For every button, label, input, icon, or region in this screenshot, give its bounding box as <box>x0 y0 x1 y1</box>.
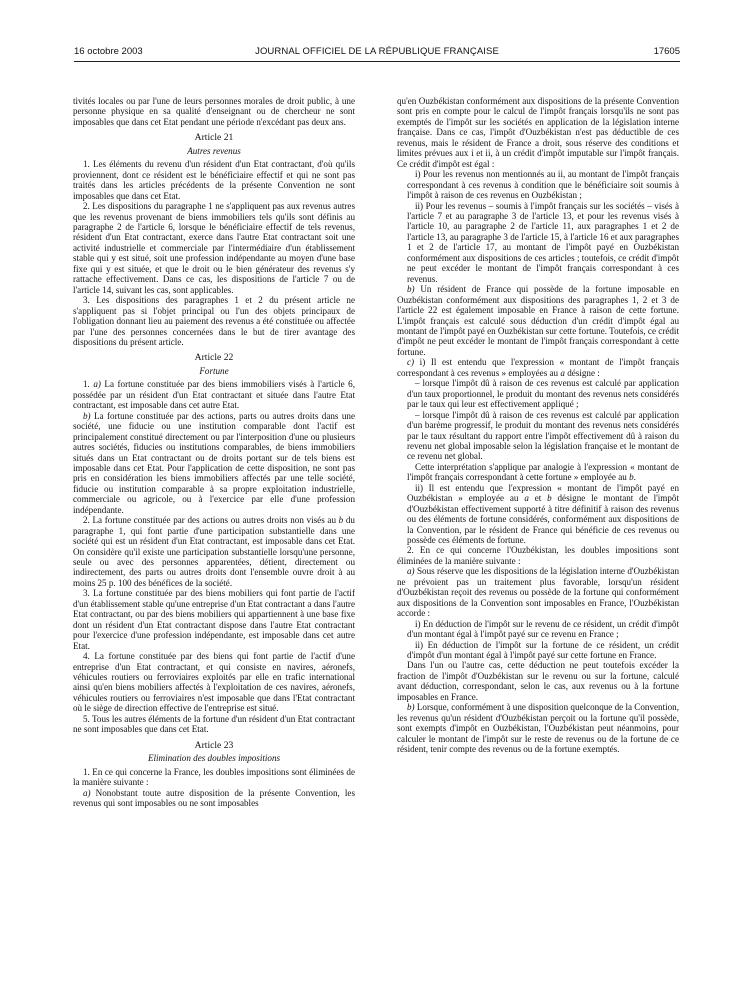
paragraph: i) En déduction de l'impôt sur le revenu de ce résident, un crédit d'impôt d'un montant égal à l'impôt payé sur ce revenu en France ; <box>407 618 679 640</box>
paragraph <box>397 702 679 754</box>
paragraph: 3. Les dispositions des paragraphes 1 et 2 du présent article ne s'appliquent pas si l'objet principal ou l'un des objets principaux de l'obligation donnant lieu au paiement des revenus a été constituée ou affectée par l'une des personnes concernées dans le but de tirer avantage des dispositions du présent article. <box>73 295 355 347</box>
article-22-subtitle: Fortune <box>199 365 229 376</box>
article-23-subtitle: Elimination des doubles impositions <box>147 753 281 764</box>
paragraph-text: Cette interprétation s'applique par analogie à l'expression « montant de l'impôt français correspondant à cette fortune » employée au <box>407 461 679 483</box>
page-header <box>74 46 680 62</box>
paragraph: tivités locales ou par l'une de leurs personnes morales de droit public, à une personne physique en sa qualité d'enseignant ou de chercheur ne sont imposables que dans cet Etat pendant une période n'excédant pas deux ans. <box>73 96 355 127</box>
paragraph-text: ii) Il est entendu que l'expression « montant de l'impôt payé en Ouzbékistan » employée au <box>407 482 679 504</box>
paragraph: 1. En ce qui concerne la France, les doubles impositions sont éliminées de la manière suivante : <box>73 766 355 788</box>
paragraph: 4. La fortune constituée par des biens qui font partie de l'actif d'une entreprise d'un Etat contractant, et qui consiste en navires, aéronefs, véhicules routiers ou ferroviaires exploités par elle en trafic international ainsi qu'en biens mobiliers affectés à l'exploitation de ces navires, aéronefs, véhicules routiers ou ferroviaires n'est imposable que dans l'Etat contractant où le siège de direction effective de l'entreprise est situé. <box>73 651 355 714</box>
paragraph: 2. Les dispositions du paragraphe 1 ne s'appliquent pas aux revenus autres que les revenus provenant de biens immobiliers tels qu'ils sont définis au paragraphe 2 de l'article 6, lorsque le bénéficiaire effectif de tels revenus, résident d'un Etat contractant, exerce dans l'autre Etat contractant soit une activité industrielle et commerciale par l'intermédiaire d'un établissement stable qui y est situé, soit une profession indépendante au moyen d'une base fixe qui y est située, et que le droit ou le bien générateur des revenus s'y rattache effectivement. Dans ce cas, les dispositions de l'article 7 ou de l'article 14, suivant les cas, sont applicables. <box>73 201 355 295</box>
right-column <box>397 96 679 976</box>
paragraph-letter: a) <box>93 379 101 390</box>
paragraph: 5. Tous les autres éléments de la fortune d'un résident d'un Etat contractant ne sont imposables que dans cet Etat. <box>73 713 355 735</box>
paragraph-text: Sous réserve que les dispositions de la législation interne d'Ouzbékistan ne prévoient pas un traitement plus favorable, lorsqu'un résident d'Ouzbékistan reçoit des revenus ou possède de la fortune qui conformément aux dispositions de la Convention sont imposables en France, l'Ouzbékistan accorde : <box>397 566 679 619</box>
paragraph <box>397 357 679 378</box>
paragraph: 2. En ce qui concerne l'Ouzbékistan, les doubles impositions sont éliminées de la manière suivante : <box>397 545 679 566</box>
article-21-title: Article 21 <box>194 132 234 144</box>
paragraph <box>73 379 355 410</box>
article-23-title: Article 23 <box>194 739 234 751</box>
paragraph-letter: a) <box>407 566 415 577</box>
header-journal-title: JOURNAL OFFICIEL DE LA RÉPUBLIQUE FRANÇAISE <box>255 46 499 57</box>
paragraph-text: Nonobstant toute autre disposition de la présente Convention, les revenus qui sont imposables ou ne sont imposables <box>73 787 355 808</box>
header-page-number: 17605 <box>653 46 680 57</box>
paragraph-letter: c) <box>407 357 415 368</box>
paragraph <box>397 462 679 483</box>
paragraph <box>73 411 355 516</box>
paragraph-number: 1. <box>83 379 94 390</box>
paragraph-text: La fortune constituée par des biens immobiliers visés à l'article 6, possédée par un résident d'un Etat contractant et située dans l'autre Etat contractant, est imposable dans cet autre Etat. <box>73 379 355 411</box>
paragraph: ii) Pour les revenus – soumis à l'impôt français sur les sociétés – visés à l'article 7 et au paragraphe 3 de l'article 13, et pour les revenus visés à l'article 10, au paragraphe 2 de l'article 11, aux paragraphes 1 et 2 de l'article 13, au paragraphe 3 de l'article 15, à l'article 16 et aux paragraphes 1 et 2 de l'article 17, au montant de l'impôt payé en Ouzbékistan conformément aux dispositions de ces articles ; toutefois, ce crédit d'impôt ne peut excéder le montant de l'impôt français correspondant à ces revenus. <box>407 200 679 284</box>
paragraph-letter: b) <box>407 702 415 713</box>
paragraph <box>73 788 355 809</box>
list-item: – lorsque l'impôt dû à raison de ces revenus est calculé par application d'un taux proportionnel, le produit du montant des revenus nets considérés par le taux qui leur est effectivement appliqué ; <box>407 378 679 410</box>
paragraph-text: du paragraphe 1, qui font partie d'une participation substantielle dans une société qui est un résident d'un Etat contractant, est imposable dans cet Etat. On considère qu'il existe une participation substantielle lorsqu'une personne, seule ou avec des personnes apparentées, détient, directement ou indirectement, des parts ou autres droits dont l'ensemble ouvre droit à au moins 25 p. 100 des bénéfices de la société. <box>73 515 355 588</box>
left-column <box>73 96 355 976</box>
paragraph: qu'en Ouzbékistan conformément aux dispositions de la présente Convention sont pris en compte pour le calcul de l'impôt français lorsqu'ils ne sont pas exemptés de l'impôt sur les sociétés en application de la législation interne française. Dans ce cas, l'impôt d'Ouzbékistan n'est pas déductible de ces revenus, mais le résident de France a droit, sous réserve des conditions et limites prévues aux i et ii, à un crédit d'impôt imputable sur l'impôt français. Ce crédit d'impôt est égal : <box>397 96 679 169</box>
paragraph-text: 2. La fortune constituée par des actions ou autres droits non visés au <box>83 515 339 526</box>
header-rule <box>74 61 680 62</box>
paragraph-text: désigne : <box>564 367 600 378</box>
paragraph: i) Pour les revenus non mentionnés au ii, au montant de l'impôt français correspondant à ces revenus à condition que le bénéficiaire soit soumis à l'impôt à raison de ces revenus en Ouzbékistan ; <box>407 169 679 201</box>
article-22-title: Article 22 <box>194 352 234 364</box>
paragraph <box>397 566 679 618</box>
paragraph: 3. La fortune constituée par des biens mobiliers qui font partie de l'actif d'un établissement stable qu'une entreprise d'un Etat contractant a dans l'autre Etat contractant, ou par des biens mobiliers qui appartiennent à une base fixe dont un résident d'un Etat contractant dispose dans l'autre Etat contractant pour l'exercice d'une profession indépendante, est imposable dans cet autre Etat. <box>73 588 355 651</box>
list-item: – lorsque l'impôt dû à raison de ces revenus est calculé par application d'un barème progressif, le produit du montant des revenus nets considérés par le taux résultant du rapport entre l'impôt effectivement dû à raison du revenu net global imposable selon la législation française et le montant de ce revenu net global. <box>407 409 679 462</box>
paragraph: ii) En déduction de l'impôt sur la fortune de ce résident, un crédit d'impôt d'un montant égal à l'impôt payé sur cette fortune en France. <box>407 639 679 661</box>
article-21-subtitle: Autres revenus <box>187 145 241 156</box>
paragraph-text: . <box>633 472 636 483</box>
paragraph-text: et <box>528 493 548 504</box>
paragraph-letter: b) <box>83 410 91 421</box>
paragraph-text: i) Il est entendu que l'expression « montant de l'impôt français correspondant à ces revenus » employées au <box>397 357 679 378</box>
paragraph-letter: a) <box>83 787 91 798</box>
paragraph: Dans l'un ou l'autre cas, cette déduction ne peut toutefois excéder la fraction de l'impôt d'Ouzbékistan sur le revenu ou sur la fortune, calculé avant déduction, correspondant, selon le cas, aux revenus ou à la fortune imposables en France. <box>397 660 679 702</box>
header-date: 16 octobre 2003 <box>74 46 143 57</box>
paragraph <box>397 483 679 546</box>
paragraph-text: désigne le montant de l'impôt d'Ouzbékistan effectivement supporté à titre définitif à raison des revenus ou des éléments de fortune considérés, conformément aux dispositions de la Convention, par le résident de France qui bénéficie de ces revenus ou possède ces éléments de fortune. <box>407 493 679 546</box>
paragraph <box>397 284 679 357</box>
paragraph-letter: a <box>560 367 565 378</box>
paragraph: 1. Les éléments du revenu d'un résident d'un Etat contractant, d'où qu'ils proviennent, dont ce résident est le bénéficiaire effectif et qui ne sont pas traités dans les articles précédents de la présente Convention ne sont imposables que dans cet Etat. <box>73 159 355 201</box>
paragraph-letter: b <box>629 472 634 483</box>
paragraph-letter: b <box>338 515 344 526</box>
paragraph-text: Un résident de France qui possède de la fortune imposable en Ouzbékistan conformément aux dispositions des paragraphes 1, 2 et 3 de l'article 22 est également imposable en France à raison de cette fortune. L'impôt français est calculé sous déduction d'un crédit d'impôt égal au montant de l'impôt payé en Ouzbékistan sur cette fortune. Toutefois, ce crédit d'impôt ne peut excéder le montant de l'impôt français correspondant à cette fortune. <box>397 284 679 357</box>
paragraph-letter: b <box>547 493 552 504</box>
paragraph-text: Lorsque, conformément à une disposition quelconque de la Convention, les revenus qu'un résident d'Ouzbékistan perçoit ou la fortune qu'il possède, sont exempts d'impôt en Ouzbékistan, l'Ouzbékistan peut néanmoins, pour calculer le montant de l'impôt sur le reste de revenus ou de la fortune de ce résident, tenir compte des revenus ou de la fortune exemptés. <box>397 702 679 755</box>
paragraph <box>73 515 355 588</box>
paragraph-letter: b) <box>407 284 415 295</box>
paragraph-letter: a <box>524 493 529 504</box>
paragraph-text: La fortune constituée par des actions, parts ou autres droits dans une société, une fiducie ou une institution comparable dont l'actif est principalement constitué directement ou par l'interposition d'une ou plusieurs autres sociétés, fiducies ou institutions comparables, de biens immobiliers situés dans un Etat contractant ou de droits portant sur de tels biens est imposable dans cet Etat. Pour l'application de cette disposition, ne sont pas pris en considération les biens immobiliers affectés par une telle société, fiducie ou institution comparable à sa propre exploitation industrielle, commerciale ou agricole, ou à l'exercice par elle d'une profession indépendante. <box>73 410 355 515</box>
